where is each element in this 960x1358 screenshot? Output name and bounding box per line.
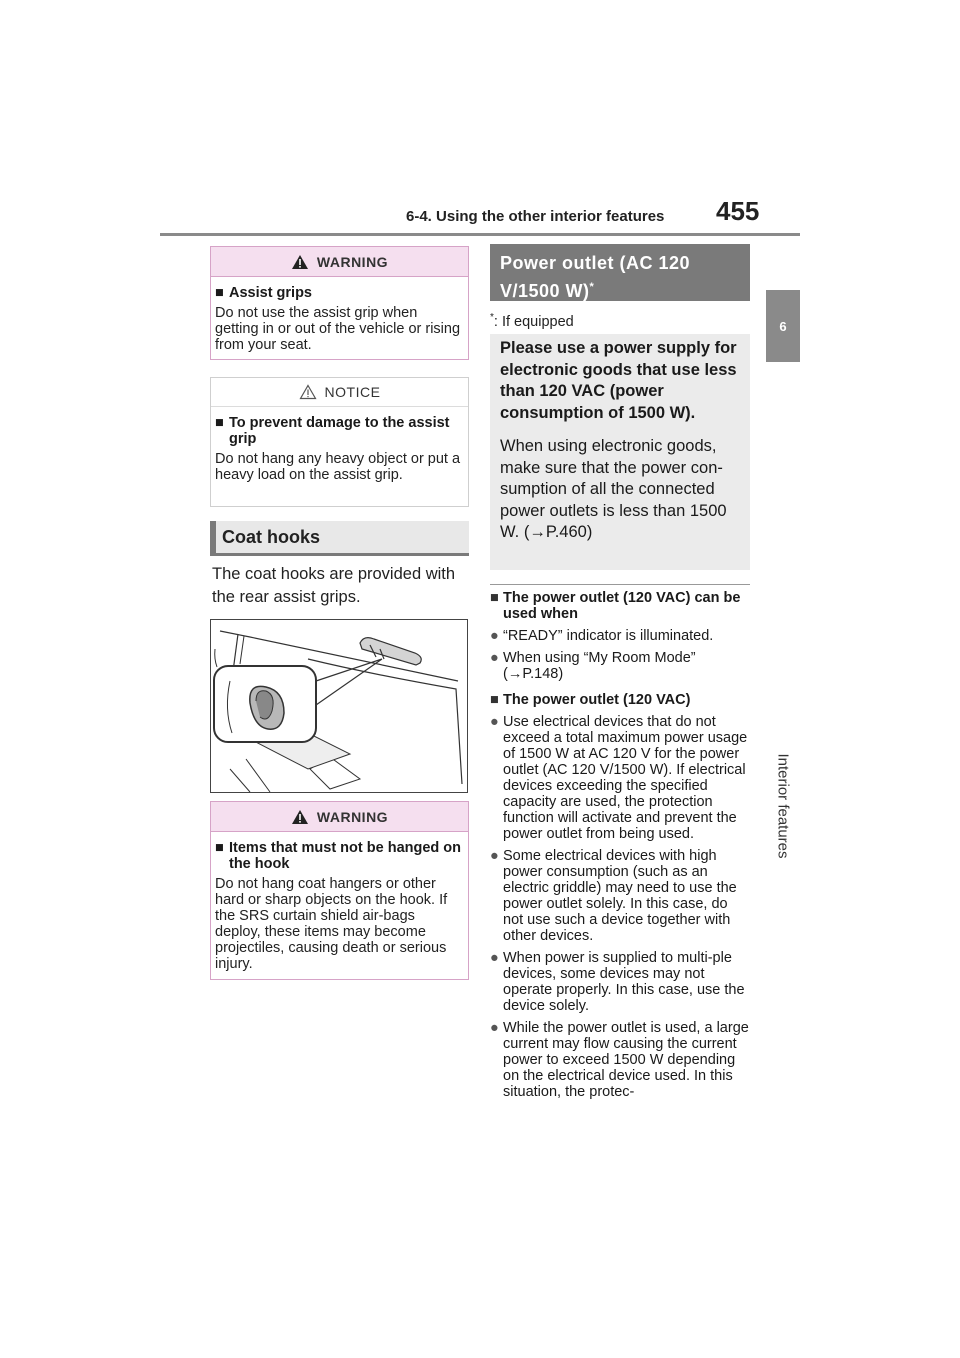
- coat-hooks-text: The coat hooks are provided with the rear assist grips.: [212, 565, 456, 606]
- warning-box-coat-hook: [210, 801, 469, 980]
- power-outlet-heading: Power outlet (AC 120 V/1500 W)*: [490, 244, 750, 301]
- list-item: ● When using “My Room Mode” (→P.148): [490, 650, 696, 682]
- warning-body: Do not hang coat hangers or other hard or sharp objects on the hook. If the SRS curtain shield air-bags deploy, these items may become projectiles, causing death or serious injury.: [215, 876, 448, 972]
- notice-subheading: ■ To prevent damage to the assist grip: [215, 415, 450, 447]
- header-rule: [160, 233, 800, 236]
- note-heading: ■ The power outlet (120 VAC): [490, 692, 691, 708]
- info-body-text: When using electronic goods, make sure that the power con-sumption of all the connected power outlets is less than 1500 W. (→P.460): [500, 437, 727, 541]
- warning-triangle-icon: [291, 809, 309, 825]
- list-item: ● Use electrical devices that do not exceed a total maximum power usage of 1500 W at AC 120 V for the power outlet (AC 120 V/1500 W). If electrical devices exceeding the specified capacity are used, the protection function will activate and prevent the power outlet from being used.: [490, 714, 748, 842]
- warning-bar: WARNING: [211, 802, 468, 832]
- coat-hook-illustration: [210, 619, 468, 793]
- power-outlet-notes: [490, 590, 750, 1106]
- info-bold-text: Please use a power supply for electronic goods that use less than 120 VAC (power consumption of 1500 W).: [500, 339, 737, 422]
- list-item: ● While the power outlet is used, a large current may flow causing the current power to exceed 1500 W depending on the electrical device used. In this situation, the protec-: [490, 1020, 749, 1100]
- warning-subheading: ■ Assist grips: [215, 285, 312, 301]
- if-equipped-footnote: *: If equipped: [490, 312, 574, 330]
- notes-rule: [490, 584, 750, 585]
- notice-body: Do not hang any heavy object or put a heavy load on the assist grip.: [215, 451, 461, 483]
- chapter-tab[interactable]: [766, 290, 800, 362]
- page-number: 455: [716, 196, 760, 226]
- warning-box-assist-grips: [210, 246, 469, 360]
- list-item: ● “READY” indicator is illuminated.: [490, 628, 714, 644]
- list-item: ● When power is supplied to multi-ple devices, some devices may not operate properly. In this case, use the device solely.: [490, 950, 745, 1014]
- notice-bar: NOTICE: [211, 378, 468, 407]
- power-outlet-info-box: [490, 334, 750, 570]
- warning-subheading: ■ Items that must not be hanged on the hook: [215, 840, 462, 872]
- list-item: ● Some electrical devices with high power consumption (such as an electric griddle) may need to use the power outlet solely. In this case, do not use such a device together with other devices.: [490, 848, 737, 944]
- caution-triangle-icon: [299, 384, 317, 400]
- chapter-number: 6: [779, 318, 787, 334]
- warning-triangle-icon: [291, 254, 309, 270]
- note-heading: ■ The power outlet (120 VAC) can be used when: [490, 590, 741, 622]
- section-title: 6-4. Using the other interior features: [406, 208, 665, 225]
- coat-hooks-heading: Coat hooks: [210, 521, 469, 556]
- warning-body: Do not use the assist grip when getting in or out of the vehicle or rising from your seat.: [215, 305, 461, 353]
- warning-bar: WARNING: [211, 247, 468, 277]
- notice-box-assist-grip: [210, 377, 469, 507]
- chapter-side-label: Interior features: [774, 753, 792, 859]
